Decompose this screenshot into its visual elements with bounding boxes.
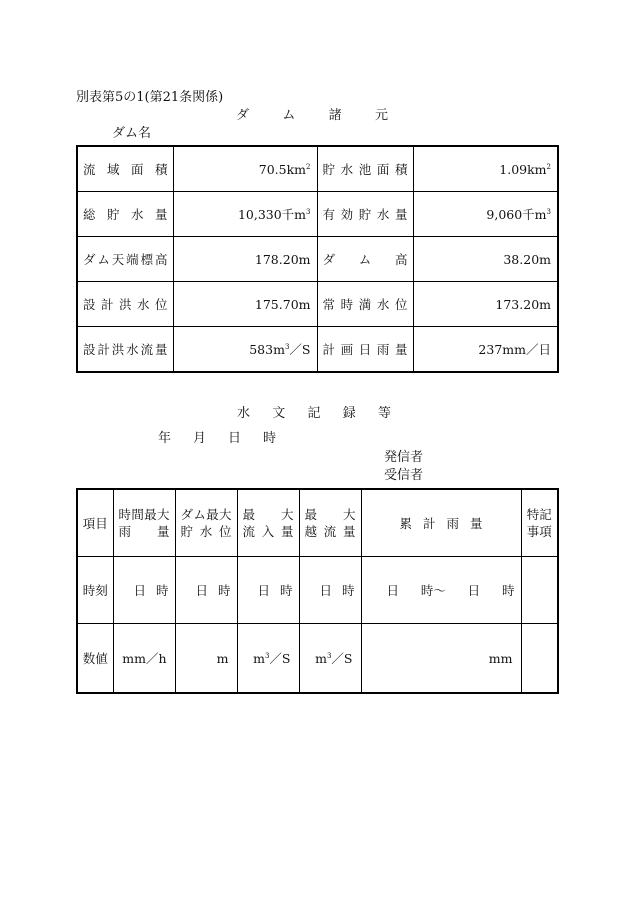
spec-label [317,146,413,192]
header-item: 項目 [77,489,113,557]
records-title-char: 水 [237,406,251,421]
value-storage-max: m [175,624,237,694]
time-special-notes [521,557,558,624]
spec-value: $583m^3/S$ [173,327,317,373]
time-rain-max: 日 時 [113,557,175,624]
spec-label-text: 計 画 日 雨 量 [322,342,408,357]
time-storage-max: 日 時 [175,557,237,624]
spec-value: 175.70m [173,282,317,327]
hour-unit: 時 [262,431,276,446]
value-special-notes [521,624,558,694]
spec-label-text: 常 時 満 水 位 [322,297,408,312]
dam-specs-table [76,145,559,373]
spec-label-text: 流 域 面 積 [83,162,168,177]
spec-value: 10,330千$m^3$ [173,192,317,237]
header-special-notes: 特記 事項 [521,489,558,557]
value-inflow-max: $m^3/S$ [237,624,299,694]
sender-label: 発信者 [384,450,424,465]
dam-specs-title-char: 元 [374,108,388,123]
storage-max-line2: 貯 水 位 [180,524,232,539]
spec-label-text: ダ ム 高 [322,252,408,267]
cumulative-rain-line: 累 計 雨 量 [399,515,483,531]
records-title-char: 等 [377,406,391,421]
spec-value: 9,060千$m^3$ [413,192,558,237]
value-rain-max: mm／h [113,624,175,694]
spec-label-text: 有 効 貯 水 量 [322,207,408,222]
spec-value: $1.09km^2$ [413,146,558,192]
hydro-records-table [76,488,559,694]
spec-value: 173.20m [413,282,558,327]
spec-label-text: 貯 水 池 面 積 [322,162,408,177]
dam-specs-title [236,104,388,123]
dam-specs-title-char: ダ [236,108,250,123]
dam-name-label: ダム名 [112,126,152,141]
spec-label [77,146,173,192]
header-rain-max [113,489,175,557]
specs-row [77,146,558,192]
inflow-max-line2: 流 入 量 [242,524,294,539]
records-title-char: 文 [272,406,286,421]
inflow-max-line1: 最 大 [242,507,294,522]
dam-specs-title-char: 諸 [328,108,342,123]
value-cumulative-rain: mm [361,624,521,694]
specs-row [77,192,558,237]
spec-value: $70.5km^2$ [173,146,317,192]
storage-max-line1: ダ ム 最 大 [180,507,232,522]
spec-label [317,237,413,282]
spec-label [317,192,413,237]
rain-max-line2: 雨 量 [118,524,170,539]
spec-value: 237mm／日 [413,327,558,373]
year-unit: 年 [158,431,172,446]
value-row-label: 数値 [77,624,113,694]
day-unit: 日 [227,431,241,446]
spec-label [77,192,173,237]
date-line [158,427,276,446]
overflow-max-line1: 最 大 [304,507,356,522]
value-overflow-max: $m^3/S$ [299,624,361,694]
overflow-max-line2: 越 流 量 [304,524,356,539]
time-cumulative-rain: 日 時〜 日 時 [361,557,521,624]
spec-label-text: 設 計 洪 水 位 [83,297,168,312]
rain-max-line1: 時 間 最 大 [118,507,170,522]
spec-value: 178.20m [173,237,317,282]
spec-label-text: 総 貯 水 量 [83,207,168,222]
header-cumulative-rain [361,489,521,557]
time-inflow-max: 日 時 [237,557,299,624]
specs-row [77,237,558,282]
header-overflow-max [299,489,361,557]
header-row [77,489,558,557]
month-unit: 月 [192,431,206,446]
spec-label [317,282,413,327]
spec-label [77,282,173,327]
records-title-char: 録 [342,406,356,421]
records-title [237,402,391,421]
spec-label [317,327,413,373]
receiver-label: 受信者 [384,468,424,483]
spec-label-text: 設 計 洪 水 流 量 [83,342,168,357]
value-row [77,624,558,694]
specs-row [77,327,558,373]
header-inflow-max [237,489,299,557]
specs-row [77,282,558,327]
header-storage-max [175,489,237,557]
time-overflow-max: 日 時 [299,557,361,624]
records-title-char: 記 [307,406,321,421]
spec-label [77,327,173,373]
time-row-label: 時刻 [77,557,113,624]
spec-label-text: ダ ム 天 端 標 高 [83,252,168,267]
time-row [77,557,558,624]
dam-specs-title-char: ム [282,108,296,123]
spec-value: 38.20m [413,237,558,282]
form-reference: 別表第5の1(第21条関係) [76,90,224,105]
spec-label [77,237,173,282]
